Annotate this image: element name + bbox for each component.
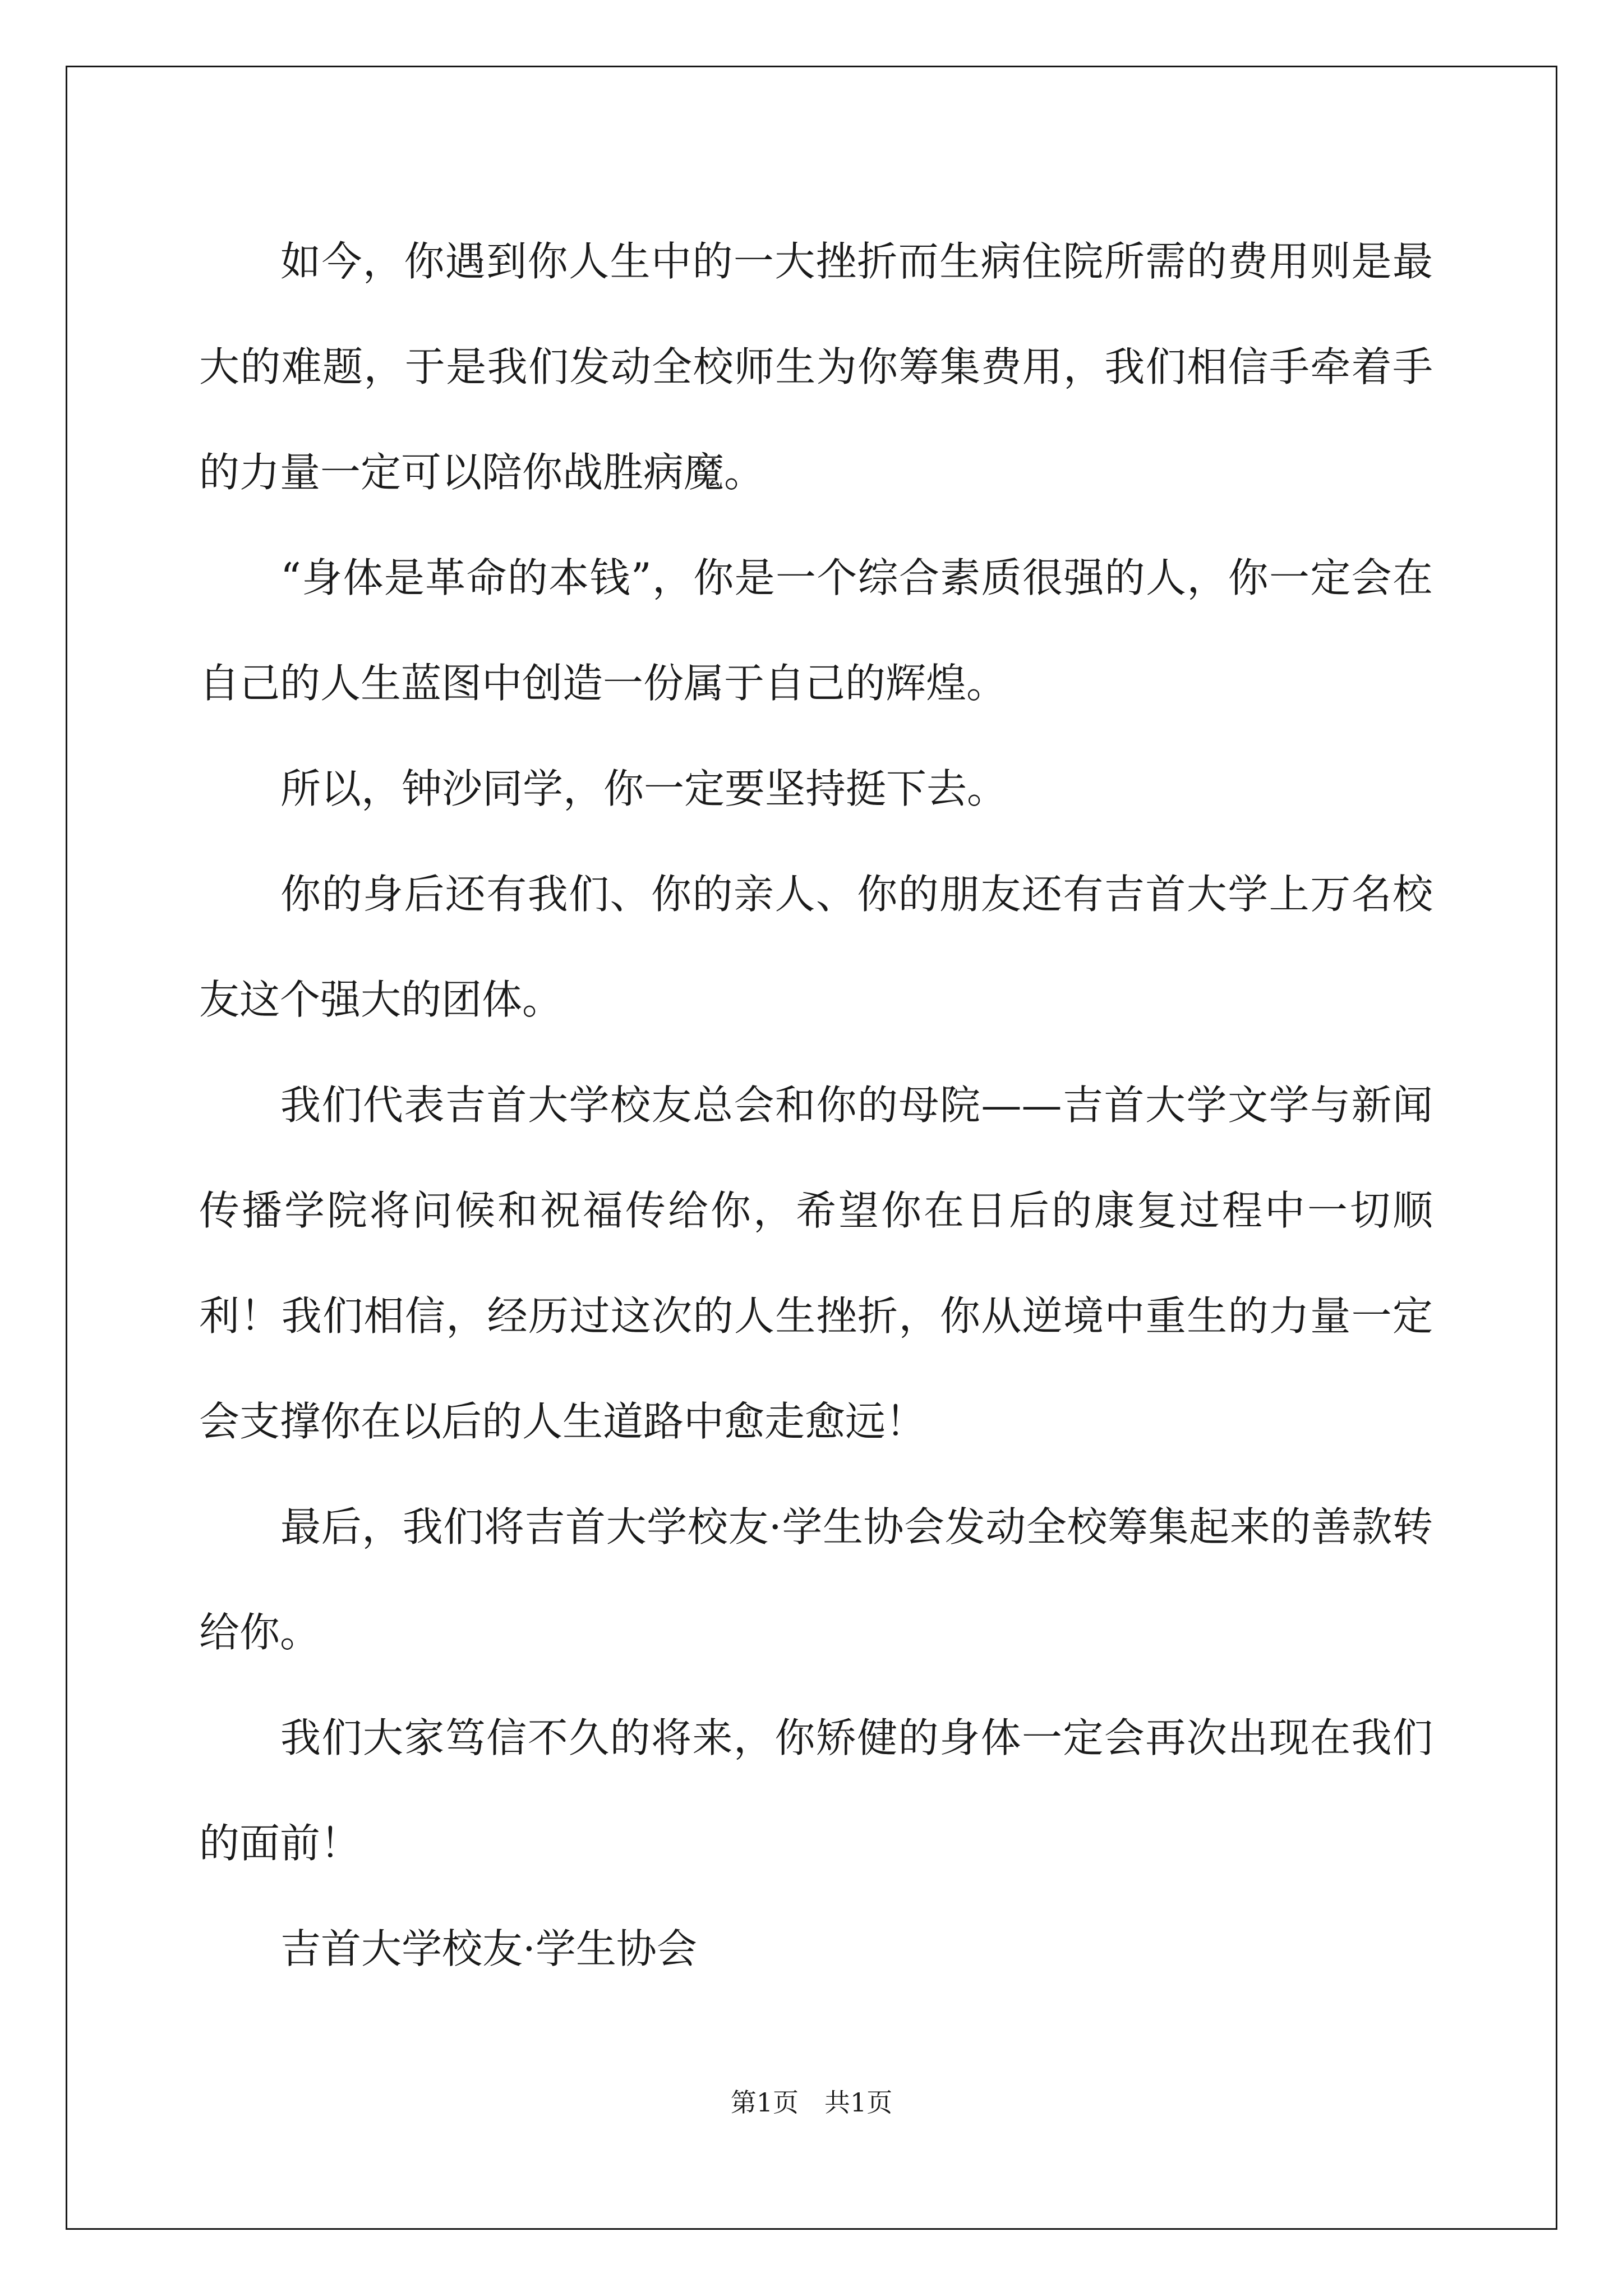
paragraph: 你的身后还有我们、你的亲人、你的朋友还有吉首大学上万名校友这个强大的团体。 bbox=[199, 871, 1433, 1023]
paragraph: 所以，钟沙同学，你一定要坚持挺下去。 bbox=[280, 765, 1008, 812]
paragraph: 最后，我们将吉首大学校友·学生协会发动全校筹集起来的善款转给你。 bbox=[199, 1503, 1433, 1656]
paragraph: 我们代表吉首大学校友总会和你的母院——吉首大学文学与新闻传播学院将问候和祝福传给你，希望你在日后的康复过程中一切顺利！我们相信，经历过这次的人生挫折，你从逆境中重生的力量一定会支撑你在以后的人生道路中愈走愈远！ bbox=[199, 1082, 1433, 1445]
paragraph: 我们大家笃信不久的将来，你矫健的身体一定会再次出现在我们的面前！ bbox=[199, 1714, 1433, 1867]
signature-line: 吉首大学校友·学生协会 bbox=[280, 1925, 697, 1972]
paragraph: 如今，你遇到你人生中的一大挫折而生病住院所需的费用则是最大的难题，于是我们发动全校师生为你筹集费用，我们相信手牵着手的力量一定可以陪你战胜病魔。 bbox=[199, 238, 1433, 496]
paragraph: “身体是革命的本钱”，你是一个综合素质很强的人，你一定会在自己的人生蓝图中创造一份属于自己的辉煌。 bbox=[199, 554, 1433, 707]
document-body bbox=[199, 209, 1433, 2001]
page-number: 第1页 bbox=[730, 2087, 799, 2118]
total-pages: 共1页 bbox=[824, 2087, 893, 2118]
page-footer bbox=[0, 2086, 1623, 2119]
